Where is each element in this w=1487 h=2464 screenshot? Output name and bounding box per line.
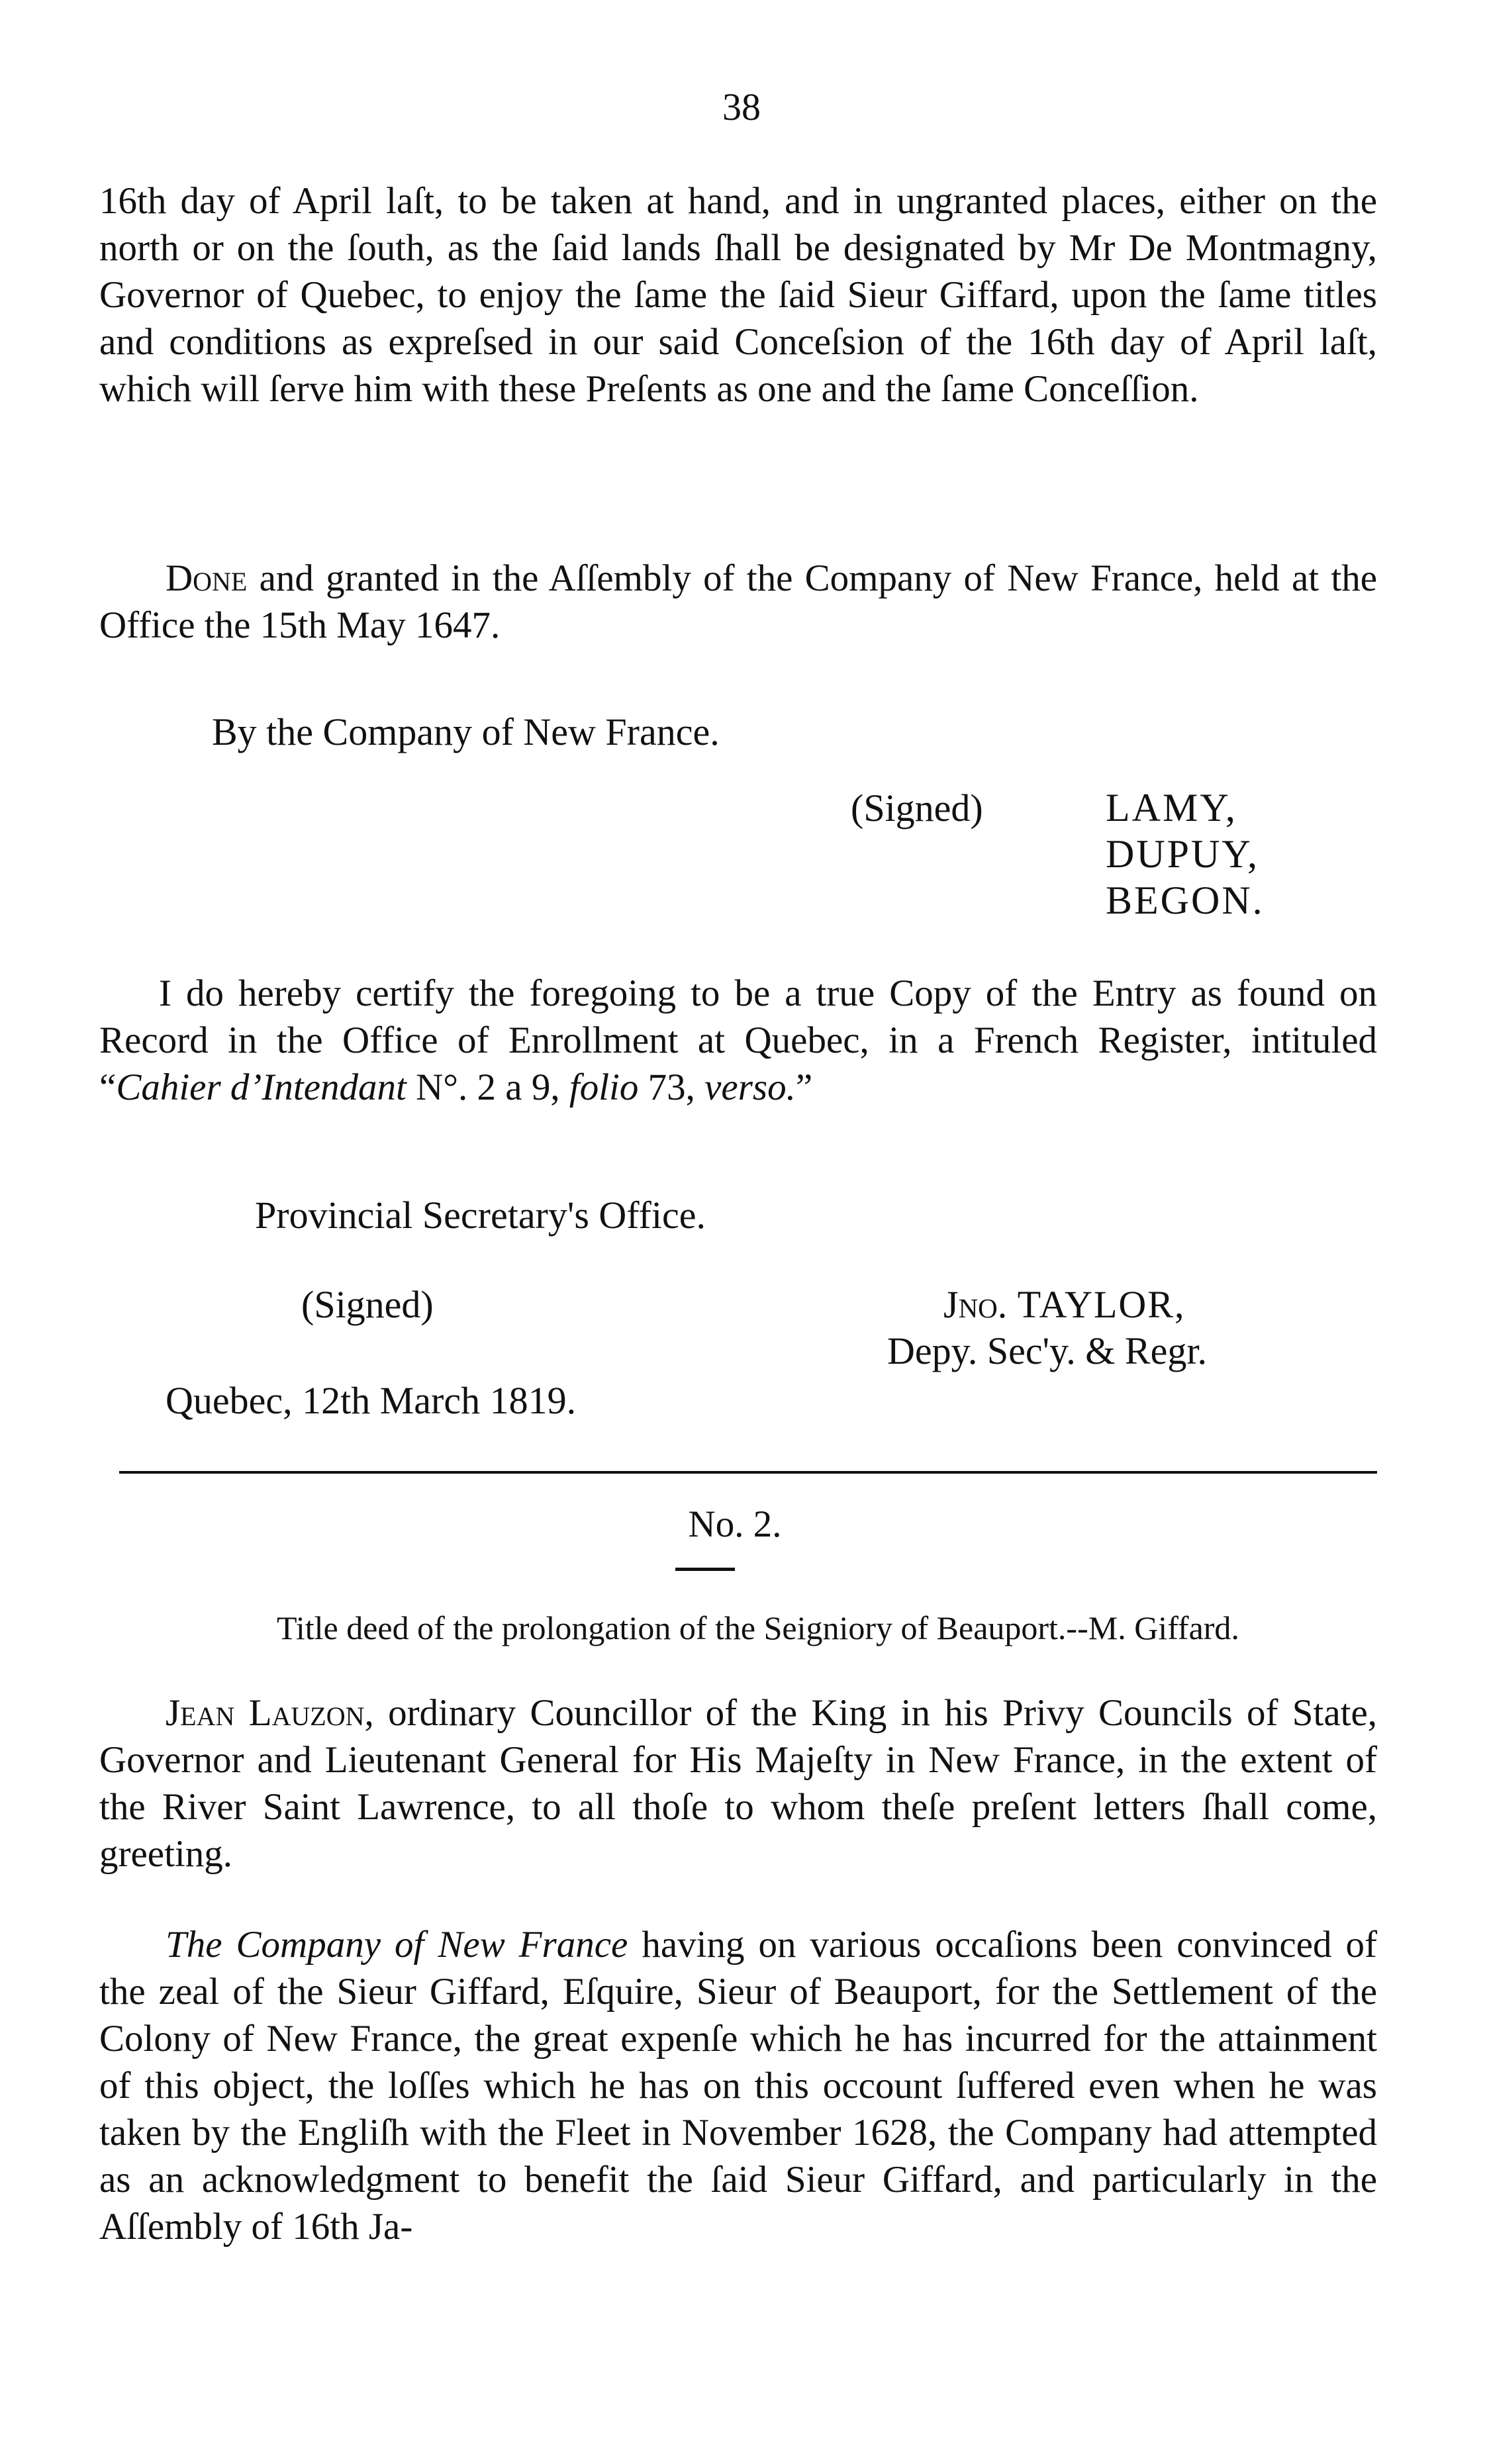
certify-close-quote: ” bbox=[795, 1066, 813, 1108]
taylor-name bbox=[943, 1281, 1185, 1329]
signatory-begon: BEGON. bbox=[1106, 878, 1265, 922]
page-number: 38 bbox=[722, 85, 761, 128]
lauzon-rest: ordinary Councillor of the King in his Privy Councils of State, Governor and Lieutenant General for His Majeſty in New France, in the extent of the River Saint Lawrence, to all thoſe to whom theſe preſent letters ſhall come, greeting. bbox=[99, 1692, 1378, 1875]
section-divider bbox=[119, 1471, 1377, 1474]
certify-text-1: I do hereby certify the foregoing to be a true Copy of the Entry as found on Record in the Office of Enrollment at Quebec, in a French Register, intituled “ bbox=[99, 972, 1377, 1108]
folio-word: folio bbox=[569, 1066, 639, 1108]
taylor-last: TAYLOR, bbox=[1007, 1283, 1186, 1326]
taylor-title: Depy. Sec'y. & Regr. bbox=[887, 1329, 1207, 1372]
signatory-lamy: LAMY, bbox=[1106, 786, 1237, 829]
taylor-first: Jno. bbox=[943, 1283, 1008, 1326]
register-name: Cahier d’Intendant bbox=[116, 1066, 407, 1108]
lauzon-name: Jean Lauzon, bbox=[166, 1692, 374, 1734]
company-rest: having on various occaſions been convinced of the zeal of the Sieur Giffard, Eſquire, Sieur of Beauport, for the Settlement of the Colony of New France, the great expenſe which he has incurred for the attainment of this object, the loſſes which he has on this occount ſuffered even when he was taken by the Engliſh with the Fleet in November 1628, the Company had attempted as an acknowledgment to benefit the ſaid Sieur Giffard, and particularly in the Aſſembly of 16th Ja- bbox=[99, 1924, 1377, 2248]
certify-text-2: N°. 2 a 9, bbox=[406, 1066, 569, 1108]
signed-label-2: (Signed) bbox=[301, 1283, 434, 1326]
deed-title: Title deed of the prolongation of the Seigniory of Beauport.--M. Giffard. bbox=[277, 1609, 1239, 1646]
certify-text-3: 73, bbox=[638, 1066, 705, 1108]
section-number: No. 2. bbox=[688, 1503, 782, 1545]
lauzon-paragraph bbox=[99, 1689, 1377, 1877]
opening-paragraph: 16th day of April laſt, to be taken at hand, and in ungranted places, either on the north or on the ſouth, as the ſaid lands ſhall be designated by Mr De Montmagny, Governor of Quebec, to enjoy the ſame the ſaid Sieur Giffard, upon the ſame titles and conditions as expreſsed in our said Conceſsion of the 16th day of April laſt, which will ſerve him with these Preſents as one and the ſame Conceſſion. bbox=[99, 180, 1377, 410]
signed-label-1: (Signed) bbox=[851, 786, 983, 829]
done-rest: and granted in the Aſſembly of the Company of New France, held at the Office the 15th May 1647. bbox=[99, 557, 1377, 646]
certification-paragraph bbox=[99, 970, 1377, 1111]
signatory-list bbox=[1106, 784, 1265, 924]
by-company-line: By the Company of New France. bbox=[212, 710, 720, 753]
dateline: Quebec, 12th March 1819. bbox=[166, 1379, 577, 1422]
provincial-office-line: Provincial Secretary's Office. bbox=[255, 1194, 706, 1237]
done-granted-paragraph bbox=[99, 555, 1377, 649]
done-lead: Done bbox=[166, 557, 248, 599]
short-divider bbox=[675, 1568, 735, 1571]
signatory-dupuy: DUPUY, bbox=[1106, 832, 1259, 876]
verso-word: verso. bbox=[704, 1066, 796, 1108]
company-paragraph bbox=[99, 1921, 1377, 2250]
company-name-italic: The Company of New France bbox=[166, 1924, 628, 1966]
